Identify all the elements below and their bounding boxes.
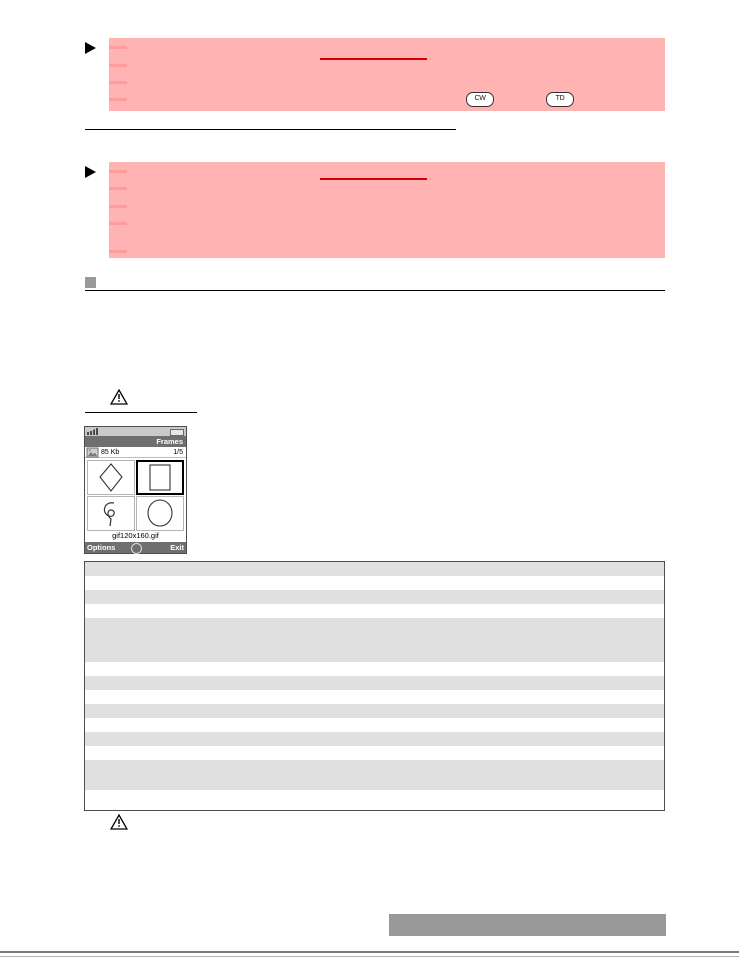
battery-icon — [170, 429, 184, 436]
table-row — [85, 718, 664, 732]
key-cap-td[interactable]: TD — [546, 92, 574, 107]
redacted-line-1-1 — [109, 46, 127, 49]
note-divider-top — [85, 412, 197, 413]
footer-rule-secondary — [0, 956, 739, 957]
table-row — [85, 562, 664, 576]
ellipse-shape-icon — [137, 497, 183, 530]
heading-divider — [85, 290, 665, 291]
table-row — [85, 790, 664, 810]
diamond-shape-icon — [88, 461, 134, 494]
phone-file-index: 1/5 — [173, 449, 183, 456]
section-divider-1 — [85, 129, 456, 130]
redacted-line-2-1 — [109, 170, 127, 173]
ok-circle-icon[interactable] — [131, 543, 142, 554]
redacted-line-2-5 — [109, 250, 127, 253]
table-row — [85, 760, 664, 790]
redacted-block-2 — [109, 162, 665, 258]
signal-bars-icon — [87, 428, 100, 435]
phone-title: Frames — [85, 436, 186, 447]
red-underline-2 — [320, 178, 427, 180]
red-underline-1 — [320, 58, 427, 60]
softkey-right-exit[interactable]: Exit — [170, 543, 184, 552]
redacted-line-1-3 — [109, 81, 127, 84]
table-row — [85, 732, 664, 746]
phone-softkey-bar — [85, 542, 186, 553]
phone-thumbnail-grid — [85, 458, 186, 530]
section-marker-triangle-1 — [85, 42, 96, 54]
redacted-block-1 — [109, 38, 665, 111]
table-row — [85, 704, 664, 718]
square-bullet-icon — [85, 277, 96, 288]
footer-block — [389, 914, 666, 936]
section-marker-triangle-2 — [85, 166, 96, 178]
redacted-line-2-4 — [109, 222, 127, 225]
image-file-icon — [86, 447, 100, 458]
footer-rule-primary — [0, 951, 739, 953]
thumbnail-item-2[interactable] — [136, 460, 184, 495]
table-row — [85, 604, 664, 618]
redacted-line-2-3 — [109, 205, 127, 208]
table-row — [85, 690, 664, 704]
redacted-line-2-2 — [109, 187, 127, 190]
thumbnail-item-4[interactable] — [136, 496, 184, 531]
table-row — [85, 746, 664, 760]
key-cap-cw[interactable]: CW — [466, 92, 494, 107]
phone-filename: gif120x160.gif — [112, 531, 159, 540]
warning-triangle-icon — [110, 389, 128, 405]
redacted-line-1-4 — [109, 98, 127, 101]
redacted-line-1-2 — [109, 64, 127, 67]
thumbnail-item-3[interactable] — [87, 496, 135, 531]
table-row — [85, 662, 664, 676]
warning-triangle-icon — [110, 814, 128, 830]
table-row — [85, 590, 664, 604]
table-row — [85, 676, 664, 690]
spec-table — [84, 561, 665, 811]
table-row — [85, 576, 664, 590]
phone-screen-mock — [84, 426, 187, 554]
phone-file-size: 85 Kb — [101, 449, 120, 456]
thumbnail-item-1[interactable] — [87, 460, 135, 495]
rectangle-shape-icon — [138, 462, 182, 493]
softkey-left-options[interactable]: Options — [87, 543, 116, 552]
table-row — [85, 618, 664, 662]
phone-info-bar — [85, 447, 186, 458]
swirl-shape-icon — [88, 497, 134, 530]
